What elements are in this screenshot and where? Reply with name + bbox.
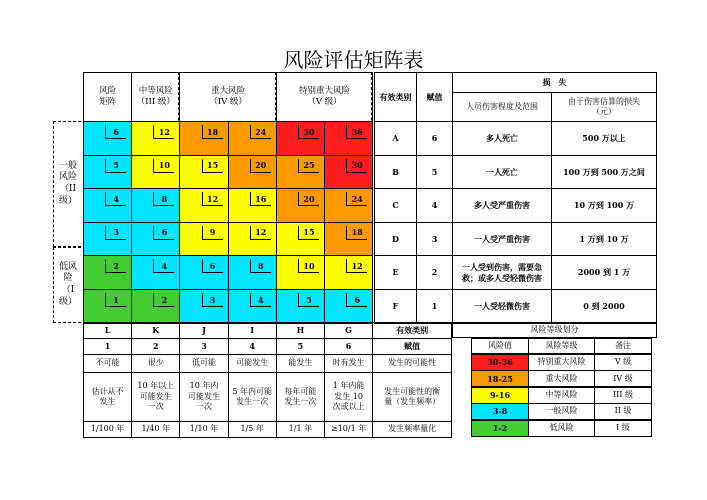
matrix-cell-value: 18 — [202, 125, 223, 139]
likelihood-frequency-cell: 每年可能 发生一次 — [276, 372, 325, 422]
matrix-cell-value: 6 — [105, 125, 126, 139]
matrix-header-extreme: 特别重大风险 （V 级） — [276, 72, 373, 122]
matrix-header-medium: 中等风险 （III 级） — [131, 72, 180, 122]
likelihood-values-cell: 3 — [179, 338, 228, 355]
matrix-cell — [83, 121, 132, 156]
legend-title: 风险等级划分 — [452, 322, 657, 338]
matrix-header-major: 重大风险 （IV 级） — [179, 72, 276, 122]
matrix-cell-value: 24 — [346, 192, 367, 206]
matrix-cell — [83, 222, 132, 257]
person-cell: 一人受严重伤害 — [452, 222, 552, 257]
likelihood-letters-cell: J — [179, 322, 228, 339]
likelihood-side-label: 发生可能性的衡 量（发生频率） — [372, 372, 452, 422]
matrix-cell — [131, 188, 180, 223]
matrix-cell-value: 4 — [105, 192, 126, 206]
matrix-cell-value: 10 — [153, 159, 174, 173]
matrix-cell — [228, 289, 277, 324]
matrix-cell — [324, 188, 373, 223]
matrix-cell — [131, 255, 180, 290]
likelihood-values-cell: 6 — [324, 338, 373, 355]
likelihood-side-label: 有效类别 — [372, 322, 452, 339]
likelihood-values-cell: 5 — [276, 338, 325, 355]
matrix-cell-value: 20 — [298, 192, 319, 206]
money-loss-header: 由于伤害估算的损失 （元） — [551, 92, 657, 122]
likelihood-letters-cell: L — [83, 322, 132, 339]
low-risk-label: 低风 险 （I 级） — [58, 261, 77, 307]
value-cell: 1 — [416, 289, 453, 324]
value-cell: 4 — [416, 188, 453, 223]
matrix-cell-value: 15 — [202, 159, 223, 173]
matrix-cell — [131, 222, 180, 257]
money-cell: 10 万到 100 万 — [551, 188, 657, 223]
category-cell: A — [374, 121, 417, 156]
likelihood-quant-cell: 1/1 年 — [276, 421, 325, 438]
likelihood-frequency-cell: 10 年内 可能发生 一次 — [179, 372, 228, 422]
matrix-cell — [179, 188, 228, 223]
matrix-cell-value: 25 — [298, 159, 319, 173]
matrix-cell — [179, 222, 228, 257]
loss-header: 损 失 — [452, 72, 657, 93]
likelihood-possibility-cell: 能发生 — [276, 354, 325, 373]
likelihood-possibility-cell: 可能发生 — [228, 354, 277, 373]
matrix-cell — [179, 155, 228, 190]
likelihood-quant-cell: 1/40 年 — [131, 421, 180, 438]
effective-category-header: 有效类别 — [374, 72, 417, 122]
legend-note: II 级 — [594, 403, 652, 420]
legend-level: 低风险 — [528, 420, 595, 437]
matrix-cell-value: 1 — [105, 293, 126, 307]
category-cell: E — [374, 255, 417, 290]
value-header: 赋值 — [416, 72, 453, 122]
matrix-cell-value: 6 — [153, 226, 174, 240]
matrix-cell — [276, 289, 325, 324]
matrix-cell-value: 8 — [250, 259, 271, 273]
likelihood-letters-cell: G — [324, 322, 373, 339]
legend-range-swatch: 18-25 — [471, 370, 529, 387]
matrix-cell-value: 20 — [250, 159, 271, 173]
matrix-cell-value: 12 — [250, 226, 271, 240]
matrix-header-corner: 风险 矩阵 — [83, 72, 132, 122]
legend-note: V 级 — [594, 354, 652, 371]
matrix-cell — [228, 188, 277, 223]
matrix-cell — [228, 222, 277, 257]
person-injury-header: 人员伤害程度及范围 — [452, 92, 552, 122]
legend-header: 风险值 — [471, 338, 529, 354]
likelihood-possibility-cell: 低可能 — [179, 354, 228, 373]
category-cell: D — [374, 222, 417, 257]
matrix-cell-value: 18 — [346, 226, 367, 240]
matrix-cell — [276, 155, 325, 190]
matrix-cell-value: 5 — [298, 293, 319, 307]
general-risk-label: 一般 风险 （II 级） — [58, 160, 77, 206]
matrix-cell — [324, 255, 373, 290]
matrix-cell-value: 12 — [153, 125, 174, 139]
likelihood-quant-cell: ≥10/1 年 — [324, 421, 373, 438]
matrix-cell — [83, 255, 132, 290]
matrix-cell-value: 4 — [250, 293, 271, 307]
matrix-cell-value: 9 — [202, 226, 223, 240]
legend-level: 一般风险 — [528, 403, 595, 420]
matrix-cell-value: 2 — [105, 259, 126, 273]
matrix-cell-value: 6 — [202, 259, 223, 273]
matrix-cell-value: 12 — [346, 259, 367, 273]
legend-note: III 级 — [594, 387, 652, 404]
legend-range-swatch: 30-36 — [471, 354, 529, 371]
likelihood-values-cell: 1 — [83, 338, 132, 355]
likelihood-values-cell: 2 — [131, 338, 180, 355]
matrix-cell-value: 6 — [346, 293, 367, 307]
legend-note: I 级 — [594, 420, 652, 437]
likelihood-possibility-cell: 时有发生 — [324, 354, 373, 373]
matrix-cell — [179, 255, 228, 290]
matrix-cell-value: 8 — [153, 192, 174, 206]
value-cell: 5 — [416, 155, 453, 190]
matrix-cell-value: 30 — [298, 125, 319, 139]
likelihood-frequency-cell: 估计从不 发生 — [83, 372, 132, 422]
matrix-cell — [276, 188, 325, 223]
value-cell: 2 — [416, 255, 453, 290]
matrix-cell-value: 36 — [346, 125, 367, 139]
matrix-cell — [83, 188, 132, 223]
page-title: 风险评估矩阵表 — [283, 48, 424, 72]
category-cell: F — [374, 289, 417, 324]
legend-level: 特别重大风险 — [528, 354, 595, 371]
matrix-cell — [324, 155, 373, 190]
likelihood-possibility-cell: 很少 — [131, 354, 180, 373]
likelihood-frequency-cell: 1 年内能 发生 10 次或以上 — [324, 372, 373, 422]
likelihood-values-cell: 4 — [228, 338, 277, 355]
matrix-cell — [179, 289, 228, 324]
matrix-cell-value: 3 — [202, 293, 223, 307]
money-cell: 2000 到 1 万 — [551, 255, 657, 290]
person-cell: 多人受严重伤害 — [452, 188, 552, 223]
matrix-cell — [131, 121, 180, 156]
matrix-cell — [324, 121, 373, 156]
matrix-cell-value: 24 — [250, 125, 271, 139]
likelihood-quant-cell: 1/10 年 — [179, 421, 228, 438]
matrix-cell — [228, 155, 277, 190]
matrix-cell — [276, 121, 325, 156]
matrix-cell-value: 2 — [153, 293, 174, 307]
matrix-cell — [228, 121, 277, 156]
matrix-cell-value: 30 — [346, 159, 367, 173]
matrix-cell-value: 16 — [250, 192, 271, 206]
matrix-cell-value: 4 — [153, 259, 174, 273]
person-cell: 一人死亡 — [452, 155, 552, 190]
legend-level: 中等风险 — [528, 387, 595, 404]
matrix-cell — [324, 222, 373, 257]
category-cell: C — [374, 188, 417, 223]
person-cell: 多人死亡 — [452, 121, 552, 156]
matrix-cell-value: 12 — [202, 192, 223, 206]
likelihood-frequency-cell: 10 年以上 可能发生 一次 — [131, 372, 180, 422]
matrix-cell — [131, 155, 180, 190]
person-cell: 一人受到伤害，需要急 救；或多人受轻微伤害 — [452, 255, 552, 290]
value-cell: 3 — [416, 222, 453, 257]
matrix-cell — [179, 121, 228, 156]
matrix-cell — [276, 255, 325, 290]
legend-note: IV 级 — [594, 370, 652, 387]
money-cell: 500 万以上 — [551, 121, 657, 156]
category-cell: B — [374, 155, 417, 190]
money-cell: 0 到 2000 — [551, 289, 657, 324]
likelihood-letters-cell: I — [228, 322, 277, 339]
legend-header: 备注 — [594, 338, 652, 354]
likelihood-frequency-cell: 5 年内可能 发生一次 — [228, 372, 277, 422]
matrix-cell — [228, 255, 277, 290]
legend-range-swatch: 3-8 — [471, 403, 529, 420]
value-cell: 6 — [416, 121, 453, 156]
matrix-cell — [276, 222, 325, 257]
money-cell: 100 万到 500 万之间 — [551, 155, 657, 190]
legend-range-swatch: 1-2 — [471, 420, 529, 437]
money-cell: 1 万到 10 万 — [551, 222, 657, 257]
likelihood-side-label: 发生的可能性 — [372, 354, 452, 373]
likelihood-letters-cell: H — [276, 322, 325, 339]
matrix-cell — [324, 289, 373, 324]
likelihood-side-label: 发生频率量化 — [372, 421, 452, 438]
likelihood-side-label: 赋值 — [372, 338, 452, 355]
matrix-cell — [83, 155, 132, 190]
matrix-cell-value: 3 — [105, 226, 126, 240]
matrix-cell-value: 15 — [298, 226, 319, 240]
legend-level: 重大风险 — [528, 370, 595, 387]
person-cell: 一人受轻微伤害 — [452, 289, 552, 324]
matrix-cell-value: 5 — [105, 159, 126, 173]
matrix-cell-value: 10 — [298, 259, 319, 273]
matrix-cell — [83, 289, 132, 324]
likelihood-possibility-cell: 不可能 — [83, 354, 132, 373]
likelihood-letters-cell: K — [131, 322, 180, 339]
legend-range-swatch: 9-16 — [471, 387, 529, 404]
legend-header: 风险等级 — [528, 338, 595, 354]
likelihood-quant-cell: 1/5 年 — [228, 421, 277, 438]
matrix-cell — [131, 289, 180, 324]
likelihood-quant-cell: 1/100 年 — [83, 421, 132, 438]
